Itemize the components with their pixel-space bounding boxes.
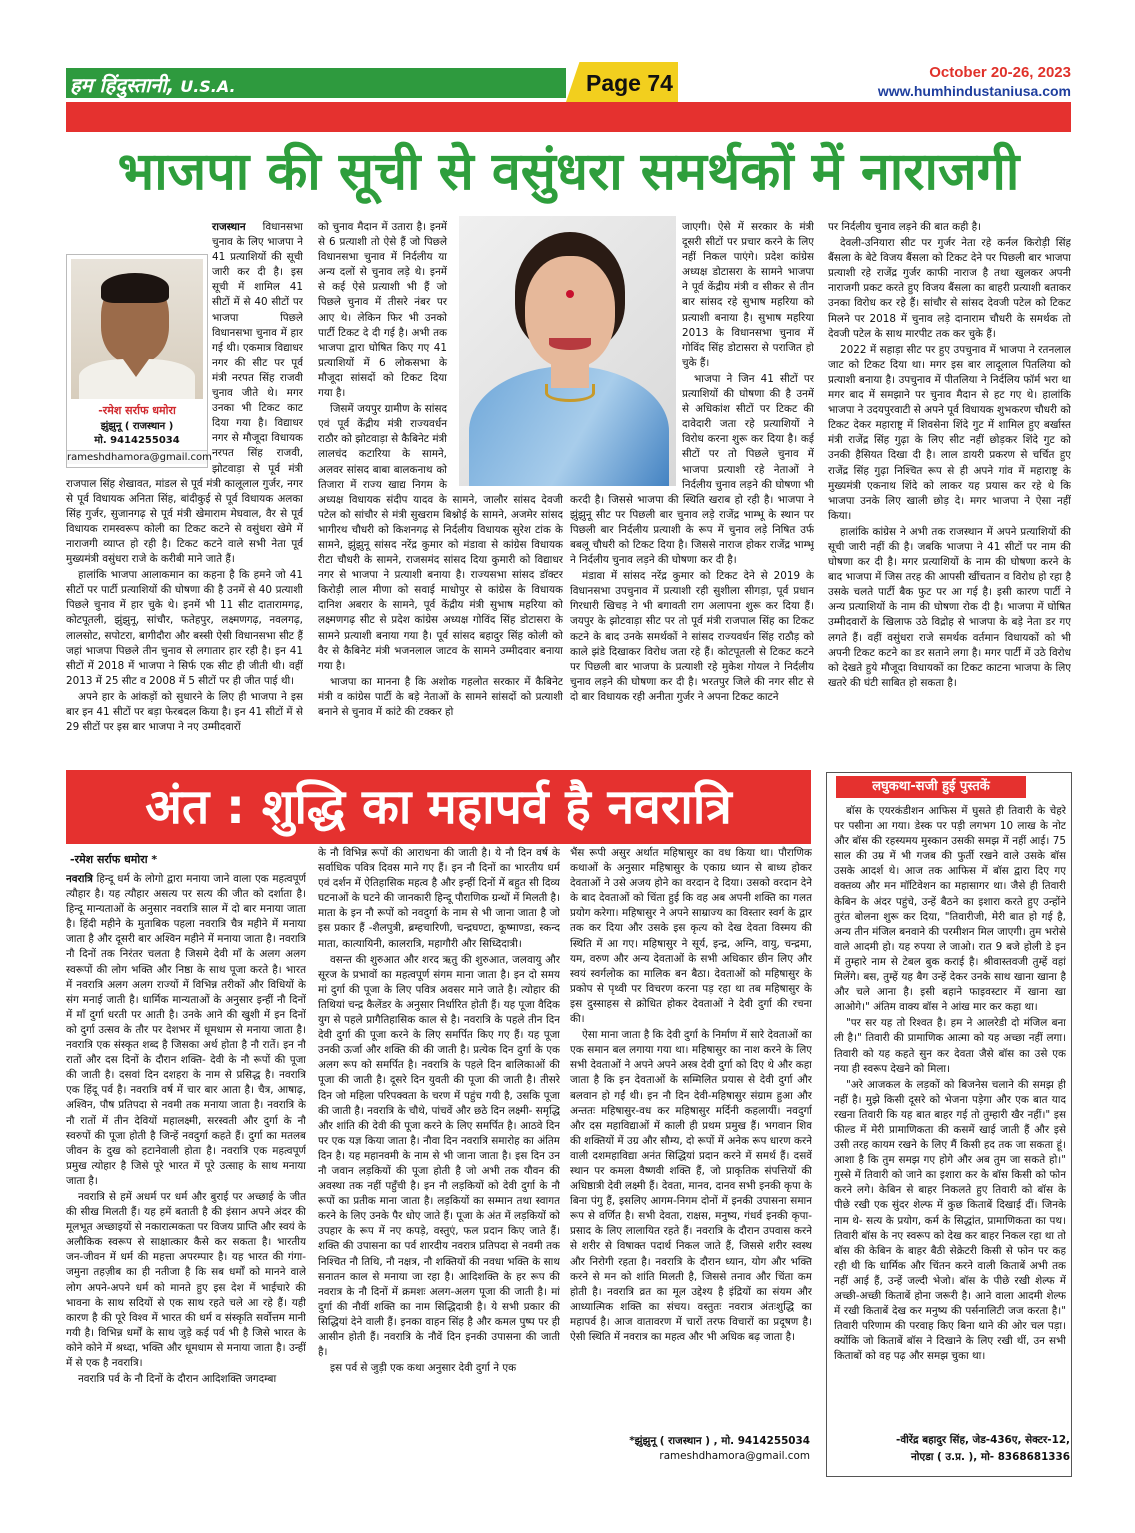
article2-headline: अंत : शुद्धि का महापर्व है नवरात्रि xyxy=(145,779,732,835)
article1-paragraph: हालांकि भाजपा आलाकमान का कहना है कि हमने जो 41 सीटों पर पार्टी प्रत्याशियों की घोषणा की है उनमें से 40 प्रत्याशी पिछले चुनाव में हार चुके थे। इनमें भी 11 सीट दातारामगढ़, कोटपूतली, झुंझुनू, सांचौर, फतेहपुर, लक्ष्मणगढ़, नवलगढ़, लालसोट, सपोटरा, बागीदौरा और बस्सी ऐसी विधानसभा सीट हैं जहां भाजपा पिछले तीन चुनाव से लगातार हार रही है। इन 41 सीटों में 2018 में भाजपा ने सिर्फ एक सीट ही जीती थी। वहीं 2013 में 25 सीट व 2008 में 5 सीटों पर ही जीत पाई थी। xyxy=(66,569,303,687)
article2-paragraph: ऐसा माना जाता है कि देवी दुर्गा के निर्माण में सारे देवताओं का एक समान बल लगाया गया था। महिषासुर का नाश करने के लिए सभी देवताओं ने अपने अपने अस्त्र देवी दुर्गा को दिए थे और कहा जाता है कि इन देवताओं के सम्मिलित प्रयास से देवी दुर्गा और बलवान हो गईं थी। इन नौ दिन देवी-महिषासुर संग्राम हुआ और अन्ततः महिषासुर-वध कर महिषासुर मर्दिनी कहलायीं। नवदुर्गा और दस महाविद्याओं में काली ही प्रथम प्रमुख हैं। भगवान शिव की शक्तियों में उग्र और सौम्य, दो रूपों में अनेक रूप धारण करने वाली दशमहाविद्या अनंत सिद्धियां प्रदान करने में समर्थ हैं। दसवें स्थान पर कमला वैष्णवी शक्ति हैं, जो प्राकृतिक संपत्तियों की अधिष्ठात्री देवी लक्ष्मी हैं। देवता, मानव, दानव सभी इनकी कृपा के बिना पंगु हैं, इसलिए आगम-निगम दोनों में इनकी उपासना समान रूप से वर्णित है। सभी देवता, राक्षस, मनुष्य, गंधर्व इनकी कृपा-प्रसाद के लिए लालायित रहते हैं। नवरात्रि के दौरान उपवास करने से शरीर से विषाक्त पदार्थ निकल जाते हैं, जिससे शरीर स्वस्थ और निरोगी रहता है। नवरात्रि के दौरान ध्यान, योग और भक्ति करने से मन को शांति मिलती है, जिससे तनाव और चिंता कम होती है। नवरात्रि व्रत का मूल उद्देश्य है इंद्रियों का संयम और आध्यात्मिक शक्ति का संचय। वस्तुतः नवरात्र अंतःशुद्धि का महापर्व है। आज वातावरण में चारों तरफ विचारों का प्रदूषण है। ऐसी स्थिति में नवरात्र का महत्व और भी अधिक बढ़ जाता है। xyxy=(570,1029,812,1343)
article1-paragraph: विधानसभा चुनाव के लिए भाजपा ने 41 प्रत्याशियों की सूची जारी कर दी है। इस सूची में शामिल 41 सीटों में से 40 सीटों पर भाजपा पिछले विधानसभा चुनाव में हार गई थी। एकमात्र विद्याधर नगर की सीट पर पूर्व मंत्री नरपत सिंह राजवी चुनाव जीते थे। मगर उनका भी टिकट काट दिया गया है। विद्याधर नगर से मौजूदा विधायक नरपत सिंह राजवी, झोटवाड़ा से पूर्व मंत्री राजपाल सिंह शेखावत, मांडल से पूर्व मंत्री कालूलाल गुर्जर, नगर से पूर्व विधायक अनिता सिंह, बांदीकुई से पूर्व विधायक अलका सिंह गुर्जर, सुजानगढ़ से पूर्व मंत्री खेमाराम मेघवाल, वैर से पूर्व विधायक रामस्वरूप कोली का टिकट कटने से वसुंधरा खेमे में नाराजगी व्याप्त हो रही है। टिकट कटने वाले सभी नेता पूर्व मुख्यमंत्री वसुंधरा राजे के करीबी माने जाते हैं। xyxy=(66,221,303,566)
article2-paragraph: वसन्त की शुरुआत और शरद ऋतु की शुरुआत, जलवायु और सूरज के प्रभावों का महत्वपूर्ण संगम माना जाता है। इन दो समय मां दुर्गा की पूजा के लिए पवित्र अवसर माने जाते है। त्योहार की तिथियां चन्द्र कैलेंडर के अनुसार निर्धारित होती हैं। यह पूजा वैदिक युग से पहले प्रागैतिहासिक काल से है। नवरात्रि के पहले तीन दिन देवी दुर्गा की पूजा करने के लिए समर्पित किए गए हैं। यह पूजा उनकी ऊर्जा और शक्ति की की जाती है। प्रत्येक दिन दुर्गा के एक अलग रूप को समर्पित है। नवरात्रि के पहले दिन बालिकाओं की पूजा की जाती है। दूसरे दिन युवती की पूजा की जाती है। तीसरे दिन जो महिला परिपक्वता के चरण में पहुंच गयी है, उसकि पूजा की जाती है। नवरात्रि के चौथे, पांचवें और छठे दिन लक्ष्मी- समृद्धि और शांति की देवी की पूजा करने के लिए समर्पित है। आठवे दिन पर एक यज्ञ किया जाता है। नौवा दिन नवरात्रि समारोह का अंतिम दिन है। यह महानवमी के नाम से भी जाना जाता है। इस दिन उन नौ जवान लड़कियों की पूजा होती है जो अभी तक यौवन की अवस्था तक नहीं पहुँची है। इन नौ लड़कियों को देवी दुर्गा के नौ रूपों का प्रतीक माना जाता है। लड़कियों का सम्मान तथा स्वागत करने के लिए उनके पैर धोए जाते हैं। पूजा के अंत में लड़कियों को उपहार के रूप में नए कपड़े, वस्तुएं, फल प्रदान किए जाते हैं। शक्ति की उपासना का पर्व शारदीय नवरात्र प्रतिपदा से नवमी तक निश्चित नौ तिथि, नौ नक्षत्र, नौ शक्तियों की नवधा भक्ति के साथ सनातन काल से मनाया जा रहा है। आदिशक्ति के हर रूप की नवरात्र के नौ दिनों में क्रमशः अलग-अलग पूजा की जाती है। मां दुर्गा की नौवीं शक्ति का नाम सिद्धिदात्री है। ये सभी प्रकार की सिद्धियां देने वाली हैं। इनका वाहन सिंह है और कमल पुष्प पर ही आसीन होती हैं। नवरात्रि के नौवें दिन इनकी उपासना की जाती है। xyxy=(318,953,560,1359)
article1-headline: भाजपा की सूची से वसुंधरा समर्थकों में नाराजगी xyxy=(117,142,1020,202)
article2-email[interactable]: rameshdhamora@gmail.com xyxy=(659,1450,810,1462)
article1-paragraph: देवली-उनियारा सीट पर गुर्जर नेता रहे कर्नल किरोड़ी सिंह बैंसला के बेटे विजय बैंसला को टिकट देने पर पिछली बार भाजपा प्रत्याशी रहे राजेंद्र गुर्जर काफी नाराज है तथा खुलकर अपनी नाराजगी प्रकट करते हुए विजय बैंसला का बाहरी प्रत्याशी बताकर उनका विरोध कर रहे हैं। सांचौर से सांसद देवजी पटेल को टिकट मिलने पर 2018 में चुनाव लड़े दानाराम चौधरी के समर्थक तो देवजी पटेल के साथ मारपीट तक कर चुके हैं। xyxy=(828,237,1071,340)
story-author: -वीरेंद्र बहादुर सिंह, जेड-436ए, सेक्टर-12, xyxy=(896,1434,1070,1446)
page-number: Page 74 xyxy=(586,70,673,96)
story-paragraph: "पर सर यह तो रिश्वत है। हम ने आलरेडी दो मंजिल बना ली है।" तिवारी की प्रामाणिक आत्मा को यह अच्छा नहीं लगा। तिवारी को यह कहते सुन कर देवता जैसे बॉस का उसे एक नया ही स्वरूप देखने को मिला। xyxy=(834,1017,1066,1075)
article2-paragraph: नवरात्रि से हमें अधर्म पर धर्म और बुराई पर अच्छाई के जीत की सीख मिलती हैं। यह हमें बताती है की इंसान अपने अंदर की मूलभूत अच्छाइयों से नकारात्मकता पर विजय प्राप्ति और स्वयं के अलौकिक स्वरूप से साक्षात्कार कैसे कर सकता है। भारतीय जन-जीवन में धर्म की महत्ता अपरम्पार है। यह भारत की गंगा-जमुना तहज़ीब का ही नतीजा है कि सब धर्मों को मानने वाले लोग अपने-अपने धर्म को मानते हुए इस देश में भाईचारे की भावना के साथ सदियों से एक साथ रहते चले आ रहे हैं। यही कारण है की पूरे विश्व में भारत की धर्म व संस्कृति सर्वोत्तम मानी गयी है। विभिन्न धर्मों के साथ जुड़े कई पर्व भी है जिसे भारत के कोने कोने में श्रध्दा, भक्ति और धूमधाम से मनाया जाता है। उन्हीं में से एक है नवरात्रि। xyxy=(66,1190,306,1369)
article1-paragraph: पर निर्दलीय चुनाव लड़ने की बात कही है। xyxy=(828,221,982,233)
article1-paragraph: को चुनाव मैदान में उतारा है। इनमें से 6 प्रत्याशी तो ऐसे हैं जो पिछले विधानसभा चुनाव में निर्दलीय या अन्य दलों से चुनाव लड़े थे। इनमें से कई ऐसे प्रत्याशी भी हैं जो पिछले चुनाव में तीसरे नंबर पर आए थे। लेकिन फिर भी उनको पार्टी टिकट दे दी गई है। अभी तक भाजपा द्वारा घोषित किए गए 41 प्रत्याशियों में 6 लोकसभा के मौजूदा सांसदों को टिकट दिया गया है। xyxy=(318,221,447,400)
author-place: झुंझुनू ( राजस्थान ) xyxy=(100,421,174,432)
dateline: राजस्थान xyxy=(212,221,246,233)
article1-paragraph: जिसमें जयपुर ग्रामीण के सांसद एवं पूर्व केंद्रीय मंत्री राज्यवर्धन राठौर को झोटवाड़ा से कैबिनेट मंत्री लालचंद कटारिया के सामने, अलवर सांसद बाबा बालकनाथ को तिजारा में राज्य खाद्य निगम के अध्यक्ष विधायक संदीप यादव के सामने, जालौर सांसद देवजी पटेल को सांचौर से मंत्री सुखराम बिश्नोई के सामने, अजमेर सांसद भागीरथ चौधरी को किशनगढ़ से निर्दलीय विधायक सुरेश टांक के सामने, झुंझुनू सांसद नरेंद्र कुमार को मंडावा से कांग्रेस विधायक रीटा चौधरी के सामने, राजसमंद सांसद दिया कुमारी को विद्याधर नगर से भाजपा ने प्रत्याशी बनाया है। राज्यसभा सांसद डॉक्टर किरोड़ी लाल मीणा को सवाई माधोपुर से कांग्रेस के विधायक दानिश अबरार के सामने, पूर्व केंद्रीय मंत्री सुभाष महरिया को लक्ष्मणगढ़ सीट से प्रदेश कांग्रेस अध्यक्ष गोविंद सिंह डोटासरा के सामने प्रत्याशी बनाया गया है। पूर्व सांसद बहादुर सिंह कोली को वैर से कैबिनेट मंत्री भजनलाल जाटव के सामने उम्मीदवार बनाया गया है। xyxy=(318,403,563,672)
issue-date: October 20-26, 2023 xyxy=(929,64,1071,81)
short-story-title: लघुकथा-सजी हुई पुस्तकें xyxy=(836,776,1026,798)
article1-paragraph: भाजपा ने जिन 41 सीटों पर प्रत्याशियों की घोषणा की है उनमें से अधिकांश सीटों पर टिकट की दावेदारी जता रहे प्रत्याशियों ने विरोध करना शुरू कर दिया है। कई सीटों पर तो पिछले चुनाव में भाजपा प्रत्याशी रहे नेताओं ने निर्दलीय चुनाव लड़ने की घोषणा भी करदी है। जिससे भाजपा की स्थिति खराब हो रही है। भाजपा ने झुंझुनू सीट पर पिछली बार चुनाव लड़े राजेंद्र भाम्भू के स्थान पर पिछली बार निर्दलीय प्रत्याशी के रूप में चुनाव लड़े निषित उर्फ बबलू चौधरी को टिकट दिया है। जिससे नाराज होकर राजेंद्र भाम्भू ने निर्दलीय चुनाव लड़ने की घोषणा कर दी है। xyxy=(570,372,814,567)
article2-column-1 xyxy=(66,872,306,1472)
author-name: -रमेश सर्राफ धमोरा xyxy=(98,404,176,417)
article2-byline: -रमेश सर्राफ धमोरा * xyxy=(70,853,158,866)
brand-bar xyxy=(66,68,566,98)
author-photo xyxy=(71,259,203,399)
author-email[interactable]: rameshdhamora@gmail.com xyxy=(67,452,212,463)
publication-name: हम हिंदुस्तानी, U.S.A. xyxy=(70,73,236,97)
article2-paragraph: हिन्दू धर्म के लोगो द्वारा मनाया जाने वाला एक महत्वपूर्ण त्यौहार है। यह त्यौहार असत्य पर सत्य की जीत को दर्शाता है। हिन्दू मान्यताओं के अनुसार नवरात्रि साल में दो बार मनाया जाता है। हिंदी महीने के मुताबिक पहला नवरात्रि चैत्र महीने में मनाया जाता है और दूसरी बार अश्विन महीने में मनाया जाता है। नवरात्रि नौ दिनों तक निरंतर चलता है जिसमे देवी माँ के अलग अलग स्वरूपों की लोग भक्ति और निष्ठा के साथ पूजा करते है। भारत में नवरात्रि अलग अलग राज्यों में विभिन्न तरीकों और विधियों के संग मनाई जाती है। धार्मिक मान्यताओं के अनुसार इन्हीं नौ दिनों में माँ दुर्गा धरती पर आती है। उनके आने की खुशी में इन दिनों को दुर्गा उत्सव के तौर पर देशभर में धूमधाम से मनाया जाता है। नवरात्रि एक संस्कृत शब्द है जिसका अर्थ होता है नौ रातें। इन नौ रातों और दस दिनों के दौरान शक्ति- देवी के नौ रूपों की पूजा की जाती है। दसवां दिन दशहरा के नाम से प्रसिद्ध है। नवरात्रि एक हिंदू पर्व है। नवरात्रि वर्ष में चार बार आता है। चैत्र, आषाढ़, अश्विन, पौष प्रतिपदा से नवमी तक मनाया जाता है। नवरात्रि के नौ रातों में तीन देवियों महालक्ष्मी, सरस्वती और दुर्गा के नौ स्वरुपों की पूजा होती है जिन्हें नवदुर्गा कहते हैं। दुर्गा का मतलब जीवन के दुख को हटानेवाली होता है। नवरात्रि एक महत्वपूर्ण प्रमुख त्योहार है जिसे पूरे भारत में पूरे उत्साह के साथ मनाया जाता है। xyxy=(66,873,306,1187)
article1-column-3 xyxy=(570,220,814,765)
masthead xyxy=(66,62,1071,102)
article2-paragraph: इस पर्व से जुड़ी एक कथा अनुसार देवी दुर्गा ने एक xyxy=(330,1362,517,1375)
photo-spacer xyxy=(570,220,682,490)
article1-paragraph: अपने हार के आंकड़ों को सुधारने के लिए ही भाजपा ने इस बार इन 41 सीटों पर बड़ा फेरबदल किया है। इन 41 सीटों में से 29 सीटों पर इस बार भाजपा ने नए उम्मीदवारों xyxy=(66,690,303,734)
article1-paragraph: जाएगी। ऐसे में सरकार के मंत्री दूसरी सीटों पर प्रचार करने के लिए नहीं निकल पाएंगे। प्रदेश कांग्रेस अध्यक्ष डोटासरा के सामने भाजपा ने पूर्व केंद्रीय मंत्री व सीकर से तीन बार सांसद रहे सुभाष महरिया को प्रत्याशी बनाया है। सुभाष महरिया 2013 के विधानसभा चुनाव में गोविंद सिंह डोटासरा से पराजित हो चुके हैं। xyxy=(682,221,814,369)
story-paragraph: बॉस के एयरकंडीशन आफिस में घुसते ही तिवारी के चेहरे पर पसीना आ गया। डेस्क पर पड़ी लगभग 10 लाख के नोट और बॉस की रहस्यमय मुस्कान उसकी समझ में नहीं आई। 75 साल की उम्र में भी गजब की फुर्ती रखने वाले उसके बॉस उसके आदर्श थे। आज तक आफिस में बॉस द्वारा दिए गए वक्तव्य और मन मॉटिवेशन का महासागर था। जैसे ही तिवारी केबिन के अंदर पहुंचे, उन्हें बैठने का इशारा करते हुए उन्होंने तुरंत बोलना शुरू कर दिया, "तिवारीजी, मेरी बात हो गई है, अन्य तीन मंजिल बनवाने की परमीशन मिल जाएगी। तुम भरोसे वाले आदमी हो। यह रुपया ले जाओ। रात 9 बजे होली डे इन में तुम्हारे नाम से टेबल बुक कराई है। श्रीवास्तवजी तुम्हें वहां मिलेंगे। बस, तुम्हें यह बैग उन्हें देकर उनके साथ खाना खाना है और चले आना है। इसी बहाने फाइवस्टार में खाना खा आओगे।" अंतिम वाक्य बॉस ने आंख मार कर कहा था। xyxy=(834,805,1066,1014)
author-card xyxy=(66,254,212,468)
article2-signature: *झुंझुनू ( राजस्थान ) , मो. 9414255034 xyxy=(629,1435,810,1447)
article2-paragraph: के नौ विभिन्न रूपों की आराधना की जाती है। ये नौ दिन वर्ष के सर्वाधिक पवित्र दिवस माने गए हैं। इन नौ दिनों का भारतीय धर्म एवं दर्शन में ऐतिहासिक महत्व है और इन्हीं दिनों में बहुत सी दिव्य घटनाओं के घटने की जानकारी हिन्दू पौराणिक ग्रन्थों में मिलती है। माता के इन नौ रूपों को नवदुर्गा के नाम से भी जाना जाता है जो इस प्रकार हैं -शैलपुत्री, ब्रम्हचारिणी, चन्द्रघण्टा, कूष्माण्डा, स्कन्द माता, कात्यायिनी, कालरात्रि, महागौरी और सिध्दिदात्री। xyxy=(318,847,560,950)
author-phone: मो. 9414255034 xyxy=(94,435,180,446)
article1-paragraph: 2022 में सहाड़ा सीट पर हुए उपचुनाव में भाजपा ने रतनलाल जाट को टिकट दिया था। मगर इस बार लादूलाल पितलिया को प्रत्याशी बनाया है। उपचुनाव में पीतलिया ने निर्दलिय फॉर्म भरा था मगर बाद में समझाने पर चुनाव मैदान से हट गए थे। हालांकि भाजपा ने उदयपुरवाटी से अपने पूर्व विधायक शुभकरण चौधरी को टिकट देकर महाराष्ट्र में शिवसेना शिंदे गुट में शामिल हुए बर्खास्त मंत्री राजेंद्र सिंह गुढ़ा के लिए सीट नहीं छोड़कर शिंदे गुट को उनकी हैसियत दिखा दी है। लाल डायरी प्रकरण से चर्चित हुए राजेंद्र सिंह गुढ़ा निश्चित रूप से ही अपने गांव में महाराष्ट्र के मुख्यमंत्री एकनाथ शिंदे को लाकर यह प्रयास कर रहे थे कि भाजपा उनके लिए खाली छोड़ दे। मगर भाजपा ने ऐसा नहीं किया। xyxy=(828,343,1071,522)
article1-paragraph: मंडावा में सांसद नरेंद्र कुमार को टिकट देने से 2019 के विधानसभा उपचुनाव में प्रत्याशी रही सुशीला सीगड़ा, पूर्व प्रधान गिरधारी खिचड़ ने भी बगावती राग अलापना शुरू कर दिया हैं। जयपुर के झोटवाड़ा सीट पर तो पूर्व मंत्री राजपाल सिंह का टिकट कटने के बाद उनके समर्थकों ने सांसद राज्यवर्धन सिंह राठौड़ को काले झंडे दिखाकर विरोध जता रहे हैं। कोटपूतली से टिकट कटने पर पिछली बार भाजपा के प्रत्याशी रहे मुकेश गोयल ने निर्दलीय चुनाव लड़ने की घोषणा कर दी है। भरतपुर जिले की नगर सीट से दो बार विधायक रही अनीता गुर्जर ने अपना टिकट काटने xyxy=(570,570,814,703)
article2-column-2 xyxy=(318,846,560,1472)
article2-paragraph: भैंस रूपी असुर अर्थात महिषासुर का वध किया था। पौराणिक कथाओं के अनुसार महिषासुर के एकाग्र ध्यान से बाध्य होकर देवताओं ने उसे अजय होने का वरदान दे दिया। उसको वरदान देने के बाद देवताओं को चिंता हुई कि वह अब अपनी शक्ति का गलत प्रयोग करेगा। महिषासुर ने अपने साम्राज्य का विस्तार स्वर्ग के द्वार तक कर दिया और उसके इस कृत्य को देख देवता विस्मय की स्थिति में आ गए। महिषासुर ने सूर्य, इन्द्र, अग्नि, वायु, चन्द्रमा, यम, वरुण और अन्य देवताओं के सभी अधिकार छीन लिए और स्वयं स्वर्गलोक का मालिक बन बैठा। देवताओं को महिषासुर के प्रकोप से पृथ्वी पर विचरण करना पड़ रहा था तब महिषासुर के इस दुस्साहस से क्रोधित होकर देवताओं ने देवी दुर्गा की रचना की। xyxy=(570,847,812,1026)
issue-info xyxy=(878,64,1071,99)
dropcap-word: नवरात्रि xyxy=(66,873,93,885)
website-link[interactable]: www.humhindustaniusa.com xyxy=(877,83,1071,99)
story-paragraph: "अरे आजकल के लड़कों को बिजनेस चलाने की समझ ही नहीं है। मुझे किसी दूसरे को भेजना पड़ेगा और एक बात याद रखना तिवारी कि यह बात बाहर गई तो तुम्हारी खैर नहीं।" इस फील्ड में मेरी प्रामाणिकता की कसमें खाई जाती हैं और इसे उसी तरह कायम रखने के लिए मैं किसी हद तक जा सकता हूं। आशा है कि तुम समझ गए होगे और अब तुम जा सकते हो।" गुस्से में तिवारी को जाने का इशारा कर के बॉस किसी को फोन करने लगे। केबिन से बाहर निकलते हुए तिवारी को बॉस के पीछे रखी एक सुंदर शेल्फ में कुछ किताबें दिखाई दीं। जिनके नाम थे- सत्य के प्रयोग, कर्म के सिद्धांत, प्रामाणिकता का पथ। तिवारी बॉस के नए स्वरूप को देख कर बाहर निकल रहा था तो बॉस की केबिन के बाहर बैठी सेक्रेटरी किसी से फोन पर कह रही थी कि धार्मिक और चिंतन करने वाली किताबें अभी तक नहीं आई हैं, उन्हें जल्दी भेजो। बॉस के पीछे रखी शेल्फ में अच्छी-अच्छी किताबें होना जरूरी है। आने वाला आदमी शेल्फ में रखी किताबें देख कर मनुष्य की पर्सनालिटी जज करता है।" तिवारी परिणाम की परवाह किए बिना थाने की ओर चल पड़ा। क्योंकि जो किताबें बॉस ने दिखाने के लिए रखी थीं, उन सभी किताबों को वह पढ़ और समझ चुका था। xyxy=(834,1078,1066,1363)
short-story-body xyxy=(834,804,1066,1430)
article2-banner xyxy=(66,770,811,844)
header-rule xyxy=(66,102,1071,132)
article1-paragraph: हालांकि कांग्रेस ने अभी तक राजस्थान में अपने प्रत्याशियों की सूची जारी नहीं की है। जबकि भाजपा ने 41 सीटों पर नाम की घोषणा कर दी है। मगर प्रत्याशियों के नाम की घोषणा करने के बाद भाजपा में जिस तरह की आपसी खींचतान व विरोध हो रहा है उसके चलते पार्टी बैक फुट पर आ गई है। इसी कारण पार्टी ने अन्य प्रत्याशियों के नाम की घोषणा रोक दी है। भाजपा में घोषित उम्मीदवारों के खिलाफ उठे विद्रोह से भाजपा के बड़े नेता डर गए लगते हैं। वहीं वसुंधरा राजे समर्थक वर्तमान विधायकों को भी अपनी टिकट कटने का डर सताने लगा है। मगर पार्टी में उठे विरोध को देखते हुये मौजूदा विधायकों का टिकट काटना भाजपा के लिए खतरे की घंटी साबित हो सकता है। xyxy=(828,525,1071,689)
story-author-address: नोएडा ( उ.प्र. ), मो- 8368681336 xyxy=(910,1451,1070,1463)
article1-paragraph: भाजपा का मानना है कि अशोक गहलोत सरकार में कैबिनेट मंत्री व कांग्रेस पार्टी के बड़े नेताओं के सामने सांसदों को प्रत्याशी बनाने से चुनाव में कांटे की टक्कर हो xyxy=(318,675,563,718)
article2-paragraph: नवरात्रि पर्व के नौ दिनों के दौरान आदिशक्ति जगदम्बा xyxy=(78,1373,277,1386)
article2-column-3 xyxy=(570,846,812,1430)
article1-column-4 xyxy=(828,220,1071,765)
